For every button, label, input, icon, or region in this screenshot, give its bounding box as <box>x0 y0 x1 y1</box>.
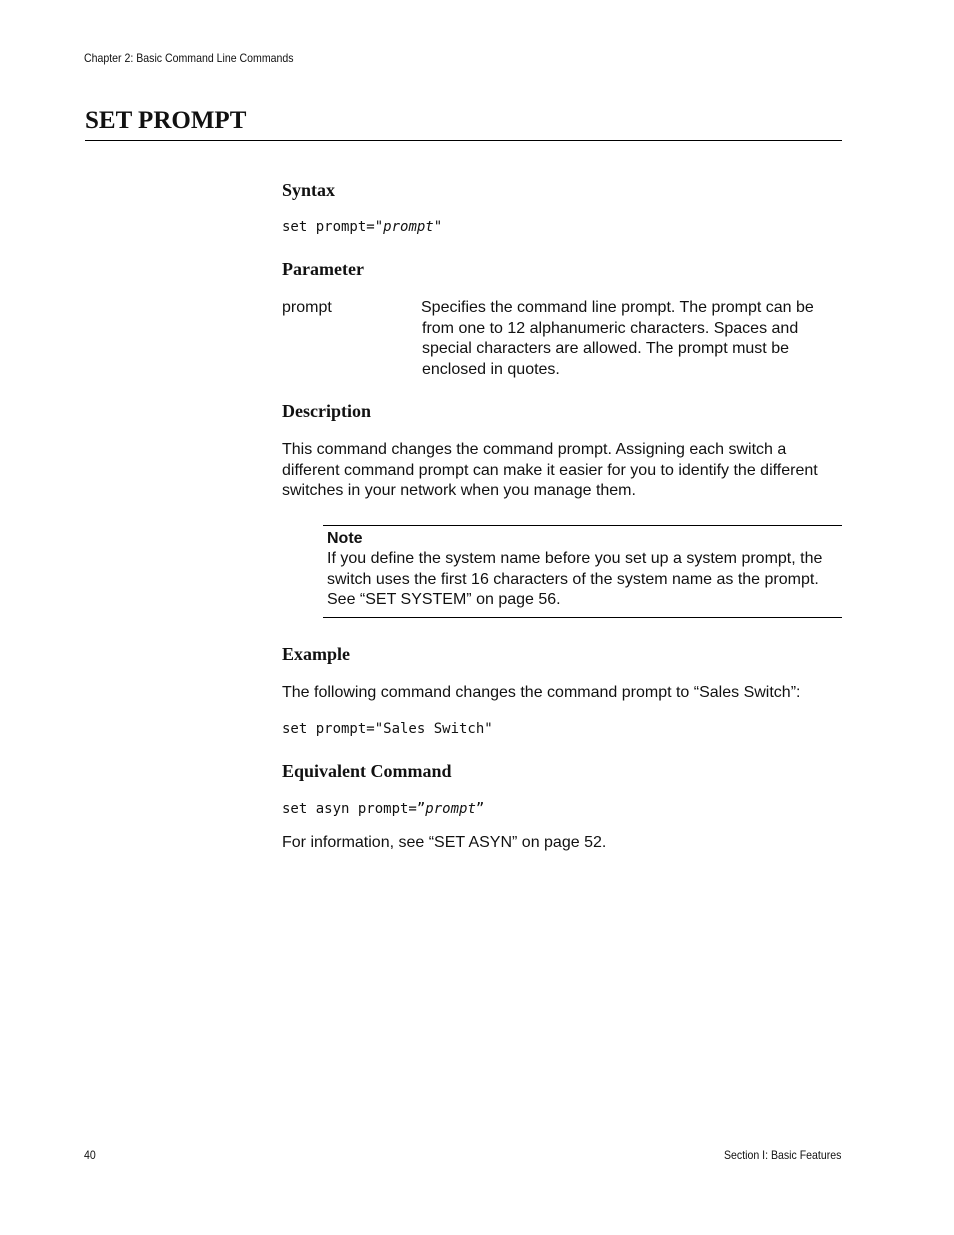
parameter-description: Specifies the command line prompt. The prompt can be from one to 12 alphanumeric characters. Spaces and special characters are allowed. The prompt must be enclosed in quotes. <box>421 299 814 378</box>
parameter-name: prompt <box>282 299 332 316</box>
title-rule <box>85 140 842 141</box>
equivalent-info: For information, see “SET ASYN” on page 52. <box>282 834 607 851</box>
note-label: Note <box>327 530 363 547</box>
syntax-heading: Syntax <box>282 180 336 200</box>
equivalent-code <box>282 800 484 818</box>
footer-section: Section I: Basic Features <box>723 1148 841 1162</box>
note-text: If you define the system name before you set up a system prompt, the switch uses the first 16 characters of the system name as the prompt. See “SET SYSTEM” on page 56. <box>327 550 823 608</box>
syntax-code-param: prompt <box>383 219 434 235</box>
equivalent-code-prefix: set asyn prompt=” <box>282 801 426 817</box>
equivalent-code-suffix: ” <box>475 801 485 817</box>
equivalent-code-param: prompt <box>425 801 476 817</box>
description-heading: Description <box>282 401 371 421</box>
example-text: The following command changes the command prompt to “Sales Switch”: <box>282 684 801 701</box>
example-heading: Example <box>282 644 351 664</box>
example-code: set prompt="Sales Switch" <box>282 721 493 737</box>
syntax-code-prefix: set prompt=" <box>282 219 384 235</box>
syntax-code-suffix: " <box>433 219 443 235</box>
description-text: This command changes the command prompt. Assigning each switch a different command prompt can make it easier for you to identify the different switches in your network when you manage them. <box>282 441 818 499</box>
equivalent-heading: Equivalent Command <box>282 761 452 781</box>
running-head: Chapter 2: Basic Command Line Commands <box>84 51 294 65</box>
parameter-heading: Parameter <box>282 259 364 279</box>
note-box <box>323 525 842 618</box>
footer-page-number: 40 <box>84 1148 96 1162</box>
syntax-code <box>282 218 442 236</box>
page-title: SET PROMPT <box>85 107 247 134</box>
